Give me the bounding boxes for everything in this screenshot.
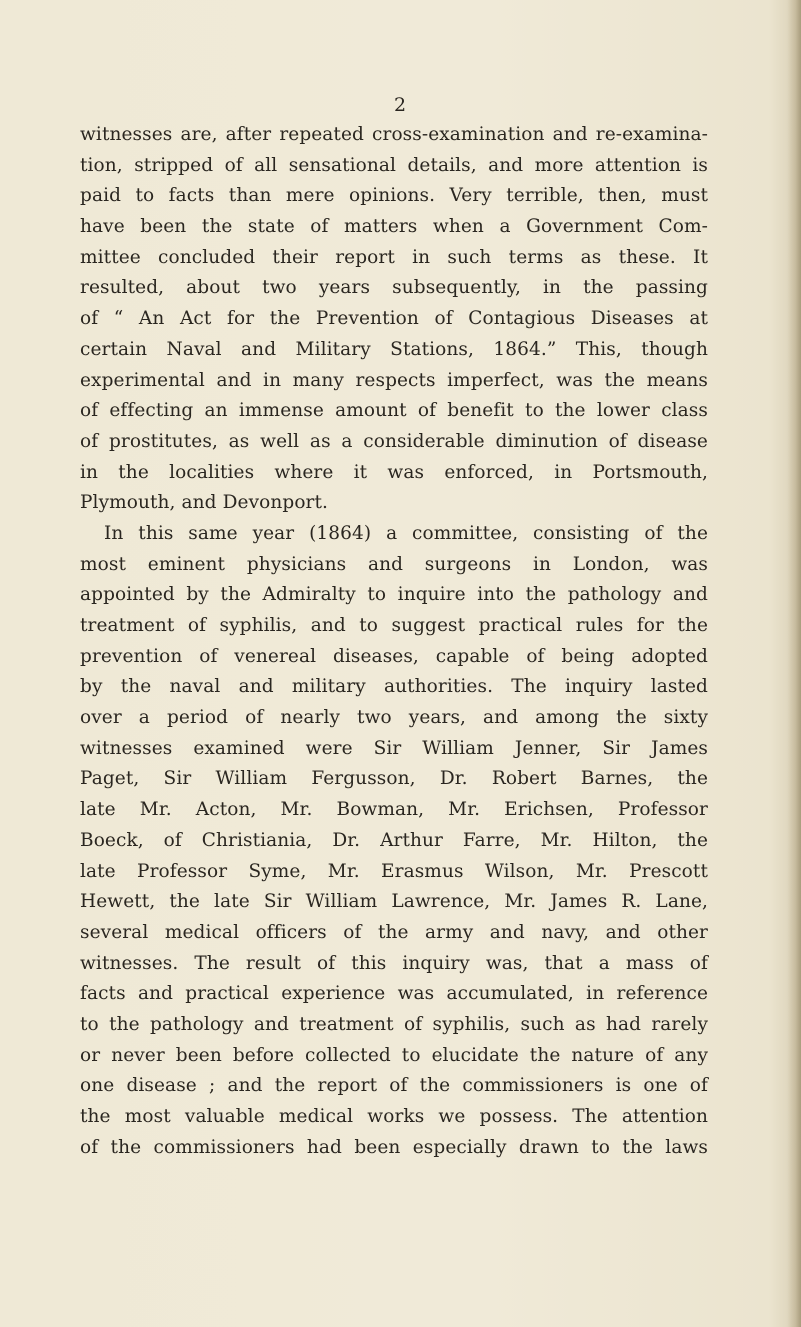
text-line: Hewett, the late Sir William Lawrence, Mr. James R. Lane, [80, 891, 708, 913]
page-edge-shadow [787, 0, 801, 1327]
text-line: certain Naval and Military Stations, 1864.” This, though [80, 338, 708, 360]
text-line: late Professor Syme, Mr. Erasmus Wilson, Mr. Prescott [80, 860, 708, 882]
text-line: paid to facts than mere opinions. Very terrible, then, must [80, 185, 708, 207]
text-line: have been the state of matters when a Government Com- [80, 216, 708, 238]
text-line: Plymouth, and Devonport. [80, 492, 329, 514]
text-line: one disease ; and the report of the commissioners is one of [80, 1075, 708, 1097]
text-line: of prostitutes, as well as a considerable diminution of disease [80, 430, 708, 452]
text-line: Boeck, of Christiania, Dr. Arthur Farre, Mr. Hilton, the [80, 829, 708, 851]
text-line: the most valuable medical works we possess. The attention [80, 1106, 708, 1127]
text-line: mittee concluded their report in such terms as these. It [80, 246, 708, 268]
text-line: facts and practical experience was accumulated, in reference [80, 983, 708, 1005]
text-line: appointed by the Admiralty to inquire into the pathology and [80, 584, 708, 606]
text-line: to the pathology and treatment of syphilis, such as had rarely [80, 1013, 708, 1035]
text-line: resulted, about two years subsequently, in the passing [80, 277, 708, 299]
text-line: in the localities where it was enforced, in Portsmouth, [80, 461, 708, 483]
text-line: over a period of nearly two years, and among the sixty [80, 707, 708, 729]
text-line: or never been before collected to elucidate the nature of any [80, 1044, 708, 1066]
text-line: experimental and in many respects imperfect, was the means [80, 369, 708, 391]
text-line: tion, stripped of all sensational details, and more attention is [80, 154, 708, 176]
text-line: of the commissioners had been especially drawn to the laws [80, 1136, 708, 1158]
text-line: prevention of venereal diseases, capable of being adopted [80, 645, 708, 667]
text-line: Paget, Sir William Fergusson, Dr. Robert Barnes, the [80, 768, 708, 790]
text-line: of “ An Act for the Prevention of Contagious Diseases at [80, 308, 708, 330]
text-line: of effecting an immense amount of benefit to the lower class [80, 400, 708, 422]
text-line: witnesses. The result of this inquiry was, that a mass of [80, 952, 708, 974]
text-line: late Mr. Acton, Mr. Bowman, Mr. Erichsen, Professor [80, 799, 708, 821]
page-number: 2 [393, 94, 407, 116]
text-line: witnesses examined were Sir William Jenner, Sir James [80, 737, 708, 759]
text-line: by the naval and military authorities. The inquiry lasted [80, 676, 708, 698]
text-line: several medical officers of the army and navy, and other [80, 921, 708, 943]
text-line: most eminent physicians and surgeons in London, was [80, 553, 708, 575]
body-text [80, 120, 708, 1163]
text-line: In this same year (1864) a committee, consisting of the [104, 522, 708, 544]
text-line: witnesses are, after repeated cross-examination and re-examina- [80, 124, 708, 145]
text-line: treatment of syphilis, and to suggest practical rules for the [80, 615, 708, 636]
